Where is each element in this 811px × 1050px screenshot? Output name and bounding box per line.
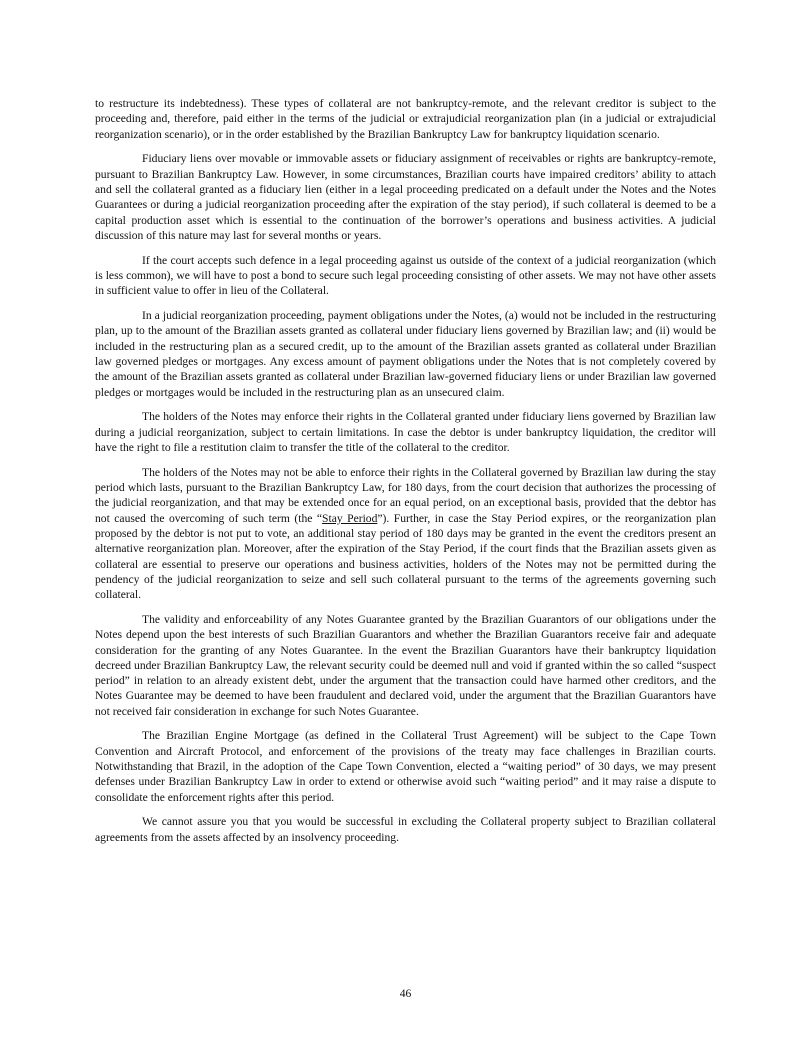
paragraph-6-text-before: The holders of the Notes may not be able to enforce their rights in the Collateral governed by Brazilian law during the stay period which lasts, pursuant to the Brazilian Bankruptcy Law, for 180 days, from the court decision that authorizes the processing of the judicial reorganization, and that may be extended once for an equal period, on an exceptional basis, provided that the debtor has not caused the overcoming of such term (the “ xyxy=(95,465,716,525)
paragraph-9: We cannot assure you that you would be successful in excluding the Collateral property subject to Brazilian collateral agreements from the assets affected by an insolvency proceeding. xyxy=(95,815,716,844)
paragraph-6-text-after: ”). Further, in case the Stay Period expires, or the reorganization plan proposed by the debtor is not put to vote, an additional stay period of 180 days may be granted in the event the creditors present an alternative reorganization plan. Moreover, after the expiration of the Stay Period, if the court finds that the Brazilian assets given as collateral are essential to preserve our operations and business activities, holders of the Notes may not be permitted during the pendency of the judicial reorganization to seize and sell such collateral pursuant to the terms of the agreements governing such collateral. xyxy=(95,511,716,602)
paragraph-4: In a judicial reorganization proceeding, payment obligations under the Notes, (a) would not be included in the restructuring plan, up to the amount of the Brazilian assets granted as collateral under fiduciary liens governed by Brazilian law; and (ii) would be included in the restructuring plan as a secured credit, up to the amount of the Brazilian assets granted as collateral under Brazilian law governed pledges or mortgages. Any excess amount of payment obligations under the Notes that is not completely covered by the amount of the Brazilian assets granted as collateral under Brazilian law-governed fiduciary liens or under Brazilian law governed pledges or mortgages would be included in the restructuring plan as an unsecured claim. xyxy=(95,309,716,399)
page-number: 46 xyxy=(399,987,412,1000)
paragraph-1: to restructure its indebtedness). These types of collateral are not bankruptcy-remote, and the relevant creditor is subject to the proceeding and, therefore, paid either in the terms of the judicial or extrajudicial reorganization plan (in a judicial or extrajudicial reorganization scenario), or in the order established by the Brazilian Bankruptcy Law for bankruptcy liquidation scenario. xyxy=(95,97,716,141)
paragraph-5: The holders of the Notes may enforce their rights in the Collateral granted under fiduciary liens governed by Brazilian law during a judicial reorganization, subject to certain limitations. In case the debtor is under bankruptcy liquidation, the creditor will have the right to file a restitution claim to transfer the title of the collateral to the creditor. xyxy=(95,410,716,454)
paragraph-6 xyxy=(95,465,716,603)
defined-term-stay-period: Stay Period xyxy=(322,511,378,525)
paragraph-8: The Brazilian Engine Mortgage (as defined in the Collateral Trust Agreement) will be subject to the Cape Town Convention and Aircraft Protocol, and enforcement of the provisions of the treaty may face challenges in Brazilian courts. Notwithstanding that Brazil, in the adoption of the Cape Town Convention, elected a “waiting period” of 30 days, we may present defenses under Brazilian Bankruptcy Law in order to extend or otherwise avoid such “waiting period” and it may raise a dispute to consolidate the enforcement rights after this period. xyxy=(95,729,716,804)
paragraph-7: The validity and enforceability of any Notes Guarantee granted by the Brazilian Guarantors of our obligations under the Notes depend upon the best interests of such Brazilian Guarantors and whether the Brazilian Guarantors receive fair and adequate consideration for the granting of any Notes Guarantee. In the event the Brazilian Guarantors have their bankruptcy liquidation decreed under Brazilian Bankruptcy Law, the relevant security could be deemed null and void if granted within the so called “suspect period” in relation to an already existent debt, under the argument that the transaction could have harmed other creditors, and the Notes Guarantee may be deemed to have been fraudulent and declared void, under the argument that the Brazilian Guarantors have not received fair consideration in exchange for such Notes Guarantee. xyxy=(95,612,716,718)
paragraph-3: If the court accepts such defence in a legal proceeding against us outside of the context of a judicial reorganization (which is less common), we will have to post a bond to secure such legal proceeding consisting of other assets. We may not have other assets in sufficient value to offer in lieu of the Collateral. xyxy=(95,253,716,298)
document-body xyxy=(95,96,716,855)
paragraph-2: Fiduciary liens over movable or immovable assets or fiduciary assignment of receivables or rights are bankruptcy-remote, pursuant to Brazilian Bankruptcy Law. However, in some circumstances, Brazilian courts have impaired creditors’ ability to attach and sell the collateral granted as a fiduciary lien (either in a legal proceeding predicated on a default under the Notes and the Notes Guarantees or during a judicial reorganization proceeding after the expiration of the stay period), if such collateral is deemed to be a capital production asset which is essential to the continuation of the borrower’s operations and business activities. A judicial discussion of this nature may last for several months or years. xyxy=(95,152,716,242)
